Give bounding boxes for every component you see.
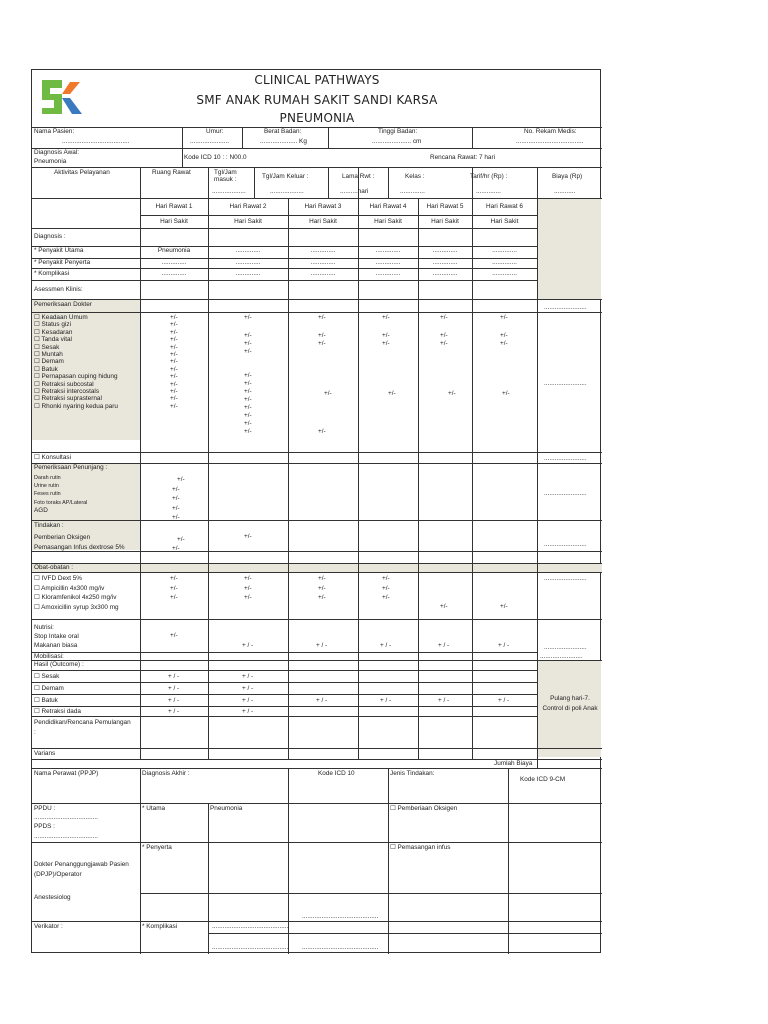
consultation-item[interactable]: ☐ Konsultasi: [34, 454, 71, 461]
drug-item-list: [34, 574, 119, 612]
weight-field[interactable]: ..................... Kg: [260, 138, 307, 145]
drug-item[interactable]: ☐ IVFD Dext 5%: [34, 575, 82, 582]
assessment-item[interactable]: ☐ Retraksi intercostals: [34, 388, 100, 396]
mark[interactable]: +/-: [170, 575, 178, 582]
mark[interactable]: +/-: [170, 373, 178, 381]
assessment-item[interactable]: ☐ Pernapasan cuping hidung: [34, 373, 118, 381]
mark[interactable]: +/-: [170, 358, 178, 366]
assessment-item[interactable]: ☐ Muntah: [34, 351, 63, 359]
mark[interactable]: +/-: [440, 340, 448, 347]
mark[interactable]: + / -: [242, 673, 254, 680]
age-field[interactable]: ......................: [190, 138, 230, 145]
support-day1-marks: [172, 475, 185, 523]
assessment-cost[interactable]: ........................: [544, 380, 587, 387]
support-cost[interactable]: ........................: [544, 490, 587, 497]
support-item: Foto toraks AP/Lateral: [34, 499, 88, 506]
diag-comorbid-d6[interactable]: ..............: [492, 259, 517, 266]
mark[interactable]: + / -: [168, 673, 180, 680]
drugs-day2-marks: [244, 574, 252, 603]
mark[interactable]: +/-: [244, 348, 252, 355]
mark[interactable]: +/-: [244, 314, 252, 321]
drugs-heading: Obat-obatan :: [34, 564, 74, 571]
sick-day-2: Hari Sakit: [234, 218, 262, 225]
outcome-heading: Hasil (Outcome) :: [34, 661, 84, 668]
diag-main-d4[interactable]: ..............: [375, 247, 401, 254]
title-line3: PNEUMONIA: [279, 111, 355, 125]
mark[interactable]: +/-: [500, 340, 508, 347]
assessment-item[interactable]: ☐ Batuk: [34, 365, 58, 373]
action-item: Pemasangan Infus dextrose 5%: [34, 544, 125, 551]
sick-day-5: Hari Sakit: [431, 218, 459, 225]
nurse-label: Nama Perawat (PPJP): [34, 770, 99, 777]
mark[interactable]: +/-: [440, 314, 448, 321]
assessment-item[interactable]: ☐ Rhonki nyaring kedua paru: [34, 402, 118, 410]
mark[interactable]: +/-: [172, 514, 180, 522]
initial-diagnosis-value: Pneumonia: [34, 158, 67, 165]
patient-name-field[interactable]: ......................................: [62, 138, 130, 145]
mark[interactable]: +/-: [170, 351, 178, 359]
mark[interactable]: + / -: [316, 697, 328, 704]
mark[interactable]: +/-: [440, 332, 448, 339]
drugs-day3-marks: [318, 574, 326, 603]
diag-comorbid-d4[interactable]: ..............: [375, 259, 401, 266]
diag-compl-d6[interactable]: ..............: [492, 270, 517, 277]
outcome-item[interactable]: ☐ Batuk: [34, 697, 58, 704]
verifier-label: Verikator :: [34, 923, 63, 930]
mrn-label: No. Rekam Medis:: [524, 128, 577, 135]
diag-main-d5[interactable]: ..............: [432, 247, 458, 254]
diag-main-d6[interactable]: ..............: [492, 247, 517, 254]
outcome-item[interactable]: ☐ Demam: [34, 685, 64, 692]
assessment-heading: Asessmen Klinis:: [34, 286, 83, 293]
diag-comorbid-d2[interactable]: ..............: [235, 259, 261, 266]
mark[interactable]: + / -: [316, 642, 328, 649]
diag-comorbid-d1[interactable]: ..............: [161, 259, 187, 266]
support-item-list: [34, 474, 87, 515]
mark[interactable]: +/-: [244, 575, 252, 582]
assessment-item[interactable]: ☐ Retraksi suprasternal: [34, 395, 102, 403]
age-label: Umur:: [206, 128, 224, 135]
mark[interactable]: +/-: [170, 336, 178, 344]
mark[interactable]: +/-: [448, 390, 456, 397]
date-in-field[interactable]: ...................: [212, 188, 246, 195]
action-day1-marks: [172, 535, 185, 553]
mark[interactable]: +/-: [170, 328, 178, 336]
sick-day-6: Hari Sakit: [490, 218, 519, 225]
height-field[interactable]: ...................... cm: [372, 138, 422, 145]
mark[interactable]: +/-: [318, 340, 326, 347]
mark[interactable]: + / -: [438, 642, 450, 649]
action-item-list: [34, 533, 125, 553]
care-plan: Rencana Rawat: 7 hari: [430, 154, 496, 161]
support-item: Feses rutin: [34, 491, 61, 498]
drug-item[interactable]: ☐ Amoxicillin syrup 3x300 mg: [34, 603, 119, 611]
dpjp-label: Dokter Penanggungjawab Pasien (DPJP)/Operator: [34, 861, 129, 878]
mark[interactable]: + / -: [498, 642, 510, 649]
final-main-value: Pneumonia: [210, 805, 243, 812]
procedure-oxygen[interactable]: ☐ Pemberiaan Oksigen: [390, 805, 458, 812]
variance-label: Varians: [34, 750, 56, 757]
mark[interactable]: +/-: [244, 404, 252, 411]
mark[interactable]: +/-: [318, 314, 326, 321]
diag-comorbid-d3[interactable]: ..............: [310, 259, 336, 266]
code-field[interactable]: ...........................................: [302, 944, 379, 951]
mark[interactable]: +/-: [244, 380, 252, 387]
mark[interactable]: +/-: [500, 314, 508, 321]
final-diagnosis-label: Diagnosis Akhir :: [142, 770, 190, 777]
ppds-field[interactable]: ....................................: [34, 833, 98, 840]
mobilization-label: Mobilisasi:: [34, 653, 64, 660]
drug-item[interactable]: ☐ Kloramfenikol 4x250 mg/iv: [34, 594, 117, 602]
mark[interactable]: +/-: [318, 575, 326, 582]
mark[interactable]: +/-: [382, 575, 390, 582]
mark[interactable]: +/-: [170, 314, 178, 321]
mark[interactable]: +/-: [170, 584, 178, 592]
icd10-code: Kode ICD 10 : : N00.0: [184, 154, 247, 161]
drug-item[interactable]: ☐ Ampicillin 4x300 mg/iv: [34, 584, 105, 592]
ppds-label: PPDS :: [34, 823, 55, 830]
cost-field[interactable]: ............: [554, 188, 576, 195]
mark[interactable]: +/-: [244, 584, 252, 592]
mark[interactable]: +/-: [170, 395, 178, 403]
assessment-item[interactable]: ☐ Kesadaran: [34, 328, 73, 336]
mark[interactable]: + / -: [242, 697, 254, 704]
mark[interactable]: +/-: [244, 428, 252, 435]
mark[interactable]: +/-: [500, 603, 508, 610]
drugs-cost[interactable]: ........................: [544, 575, 587, 582]
support-item: AGD: [34, 506, 48, 514]
mark[interactable]: +/-: [177, 536, 185, 543]
mark[interactable]: +/-: [172, 495, 180, 503]
drugs-day1-marks: [170, 574, 178, 603]
diagnosis-complication-label: * Komplikasi: [34, 270, 70, 277]
diagnosis-comorbid-label: * Penyakit Penyerta: [34, 259, 91, 266]
mark[interactable]: + / -: [168, 708, 180, 715]
tariff-field[interactable]: ..............: [476, 188, 501, 195]
day-6-header: Hari Rawat 6: [486, 203, 523, 210]
mark[interactable]: +/-: [170, 632, 178, 639]
mark[interactable]: + / -: [498, 697, 510, 704]
mark[interactable]: +/-: [170, 594, 178, 602]
assessment-day1-marks: [170, 314, 178, 410]
stay-header: Lama Rwt :: [342, 173, 375, 180]
complication-code-field[interactable]: ...........................................: [212, 944, 289, 951]
mark[interactable]: + / -: [242, 642, 254, 649]
final-comorbid-label: * Penyerta: [142, 844, 172, 851]
diagnosis-main-label: * Penyakit Utama: [34, 247, 84, 254]
shade-cost-top: [537, 198, 601, 300]
support-item: Urine rutin: [34, 483, 59, 490]
nutrition-item[interactable]: Stop Intake oral: [34, 633, 79, 640]
mark[interactable]: +/-: [244, 420, 252, 427]
mrn-field[interactable]: ......................................: [516, 138, 584, 145]
total-cost-label: Jumlah Biaya: [494, 760, 533, 767]
mark[interactable]: + / -: [380, 697, 392, 704]
mark[interactable]: +/-: [244, 412, 252, 419]
nutrition-cost[interactable]: ........................: [544, 644, 587, 651]
diag-main-d3[interactable]: ..............: [310, 247, 336, 254]
mark[interactable]: +/-: [244, 372, 252, 379]
date-in-header: Tgl/Jam masuk :: [214, 169, 237, 184]
consultation-cost[interactable]: ........................: [544, 455, 587, 462]
action-item: Pemberian Oksigen: [34, 534, 91, 541]
diag-main-d1: Pneumonia: [157, 247, 191, 254]
mark[interactable]: +/-: [170, 380, 178, 388]
day-2-header: Hari Rawat 2: [229, 203, 267, 210]
mark[interactable]: +/-: [170, 343, 178, 351]
mark[interactable]: +/-: [170, 321, 178, 329]
mark[interactable]: +/-: [382, 584, 390, 592]
ppdu-field[interactable]: ....................................: [34, 814, 98, 821]
mark[interactable]: + / -: [438, 697, 450, 704]
mark[interactable]: +/-: [244, 594, 252, 602]
final-complication-label: * Komplikasi: [142, 923, 178, 930]
assessment-item[interactable]: ☐ Demam: [34, 358, 64, 366]
date-out-field[interactable]: ...................: [270, 188, 304, 195]
diagnosis-heading: Diagnosis :: [34, 233, 66, 240]
icd9-label: Kode ICD 9-CM: [520, 776, 566, 783]
mark[interactable]: +/-: [318, 584, 326, 592]
outcome-item[interactable]: ☐ Retraksi dada: [34, 708, 81, 715]
assessment-item[interactable]: ☐ Tanda vital: [34, 336, 72, 344]
signature-line[interactable]: ...........................................: [302, 913, 379, 920]
mark[interactable]: + / -: [168, 685, 180, 692]
mark[interactable]: +/-: [440, 603, 448, 610]
mark[interactable]: +/-: [170, 365, 178, 373]
assessment-item[interactable]: ☐ Status gizi: [34, 321, 71, 329]
class-field[interactable]: ..............: [400, 188, 425, 195]
nutrition-heading: Nutrisi:: [34, 624, 54, 631]
action-cost[interactable]: ........................: [544, 541, 587, 548]
title-line1: CLINICAL PATHWAYS: [254, 73, 380, 87]
procedure-label: Jenis Tindakan:: [390, 770, 435, 777]
mark[interactable]: + / -: [242, 685, 254, 692]
mark[interactable]: +/-: [244, 332, 252, 339]
doctor-exam-cost[interactable]: ........................: [544, 304, 587, 311]
mark[interactable]: +/-: [382, 314, 390, 321]
sick-day-1: Hari Sakit: [160, 218, 188, 225]
support-heading: Pemeriksaan Penunjang :: [34, 464, 108, 471]
mobilization-cost[interactable]: ........................: [540, 653, 583, 660]
mark[interactable]: +/-: [500, 332, 508, 339]
anesthesiologist-label: Anestesiolog: [34, 894, 71, 901]
mark[interactable]: +/-: [244, 533, 252, 540]
doctor-exam-label: Pemeriksaan Dokter: [34, 301, 92, 308]
support-item: Darah rutin: [34, 475, 61, 481]
day-3-header: Hari Rawat 3: [304, 203, 342, 210]
mark[interactable]: +/-: [244, 388, 252, 395]
mark[interactable]: +/-: [244, 396, 252, 403]
outcome-item[interactable]: ☐ Sesak: [34, 673, 60, 680]
day-5-header: Hari Rawat 5: [426, 203, 464, 210]
stay-field[interactable]: ..........hari: [340, 188, 369, 195]
mark[interactable]: +/-: [177, 476, 185, 483]
diag-compl-d1[interactable]: ..............: [161, 270, 187, 277]
mark[interactable]: +/-: [318, 428, 326, 435]
class-header: Kelas :: [405, 173, 425, 180]
diag-main-d2[interactable]: ..............: [235, 247, 261, 254]
assessment-item[interactable]: ☐ Keadaan Umum: [34, 314, 88, 321]
icd10-label: Kode ICD 10: [318, 770, 355, 777]
final-main-label: * Utama: [142, 805, 166, 812]
assessment-item-list: [34, 314, 118, 410]
weight-label: Berat Badan:: [264, 128, 302, 135]
mark[interactable]: +/-: [382, 332, 390, 339]
tariff-header: Tarif/hr (Rp) :: [470, 173, 508, 180]
patient-name-label: Nama Pasien:: [34, 128, 75, 135]
mark[interactable]: +/-: [382, 594, 390, 602]
discharge-note: Pulang hari-7. Control di poli Anak: [542, 695, 598, 712]
mark[interactable]: + / -: [242, 708, 254, 715]
ppdu-label: PPDU :: [34, 805, 56, 812]
assessment-item[interactable]: ☐ Retraksi subcostal: [34, 380, 94, 388]
clinical-pathway-form: [31, 69, 601, 953]
date-out-header: Tgl/Jam Keluar :: [262, 173, 309, 180]
mark[interactable]: +/-: [244, 340, 252, 347]
sick-day-4: Hari Sakit: [374, 218, 402, 225]
mark[interactable]: +/-: [382, 340, 390, 347]
mark[interactable]: + / -: [168, 697, 180, 704]
mark[interactable]: +/-: [318, 594, 326, 602]
drugs-day4-marks: [382, 574, 390, 603]
mark[interactable]: + / -: [380, 642, 392, 649]
diag-compl-d2[interactable]: ..............: [235, 270, 261, 277]
mark[interactable]: +/-: [502, 390, 510, 397]
initial-diagnosis-label: Diagnosis Awal:: [34, 149, 79, 156]
diag-compl-d5[interactable]: ..............: [432, 270, 458, 277]
mark[interactable]: +/-: [172, 545, 180, 552]
mark[interactable]: +/-: [388, 390, 396, 397]
room-header: Ruang Rawat: [152, 169, 191, 176]
action-heading: Tindakan :: [34, 522, 64, 529]
shade-drugs-heading: [32, 563, 602, 572]
sick-day-3: Hari Sakit: [309, 218, 337, 225]
diag-comorbid-d5[interactable]: ..............: [432, 259, 458, 266]
title-line2: SMF ANAK RUMAH SAKIT SANDI KARSA: [196, 93, 438, 107]
day-4-header: Hari Rawat 4: [369, 203, 407, 210]
assessment-item[interactable]: ☐ Sesak: [34, 343, 60, 351]
mark[interactable]: +/-: [170, 388, 178, 396]
mark[interactable]: +/-: [318, 332, 326, 339]
day-1-header: Hari Rawat 1: [155, 203, 193, 210]
activities-header: Aktivitas Pelayanan: [54, 169, 110, 176]
complication-field[interactable]: ...........................................: [212, 923, 289, 930]
mark[interactable]: +/-: [324, 390, 332, 397]
education-label: Pendidikan/Rencana Pemulangan :: [34, 719, 131, 736]
diag-compl-d3[interactable]: ..............: [310, 270, 336, 277]
diag-compl-d4[interactable]: ..............: [375, 270, 401, 277]
mark[interactable]: +/-: [172, 485, 180, 493]
procedure-infusion[interactable]: ☐ Pemasangan infus: [390, 844, 451, 851]
mark[interactable]: +/-: [172, 504, 180, 512]
height-label: Tinggi Badan:: [378, 128, 418, 135]
mark[interactable]: +/-: [170, 402, 178, 410]
nutrition-item[interactable]: Makanan biasa: [34, 642, 78, 649]
cost-header: Biaya (Rp): [552, 173, 583, 180]
